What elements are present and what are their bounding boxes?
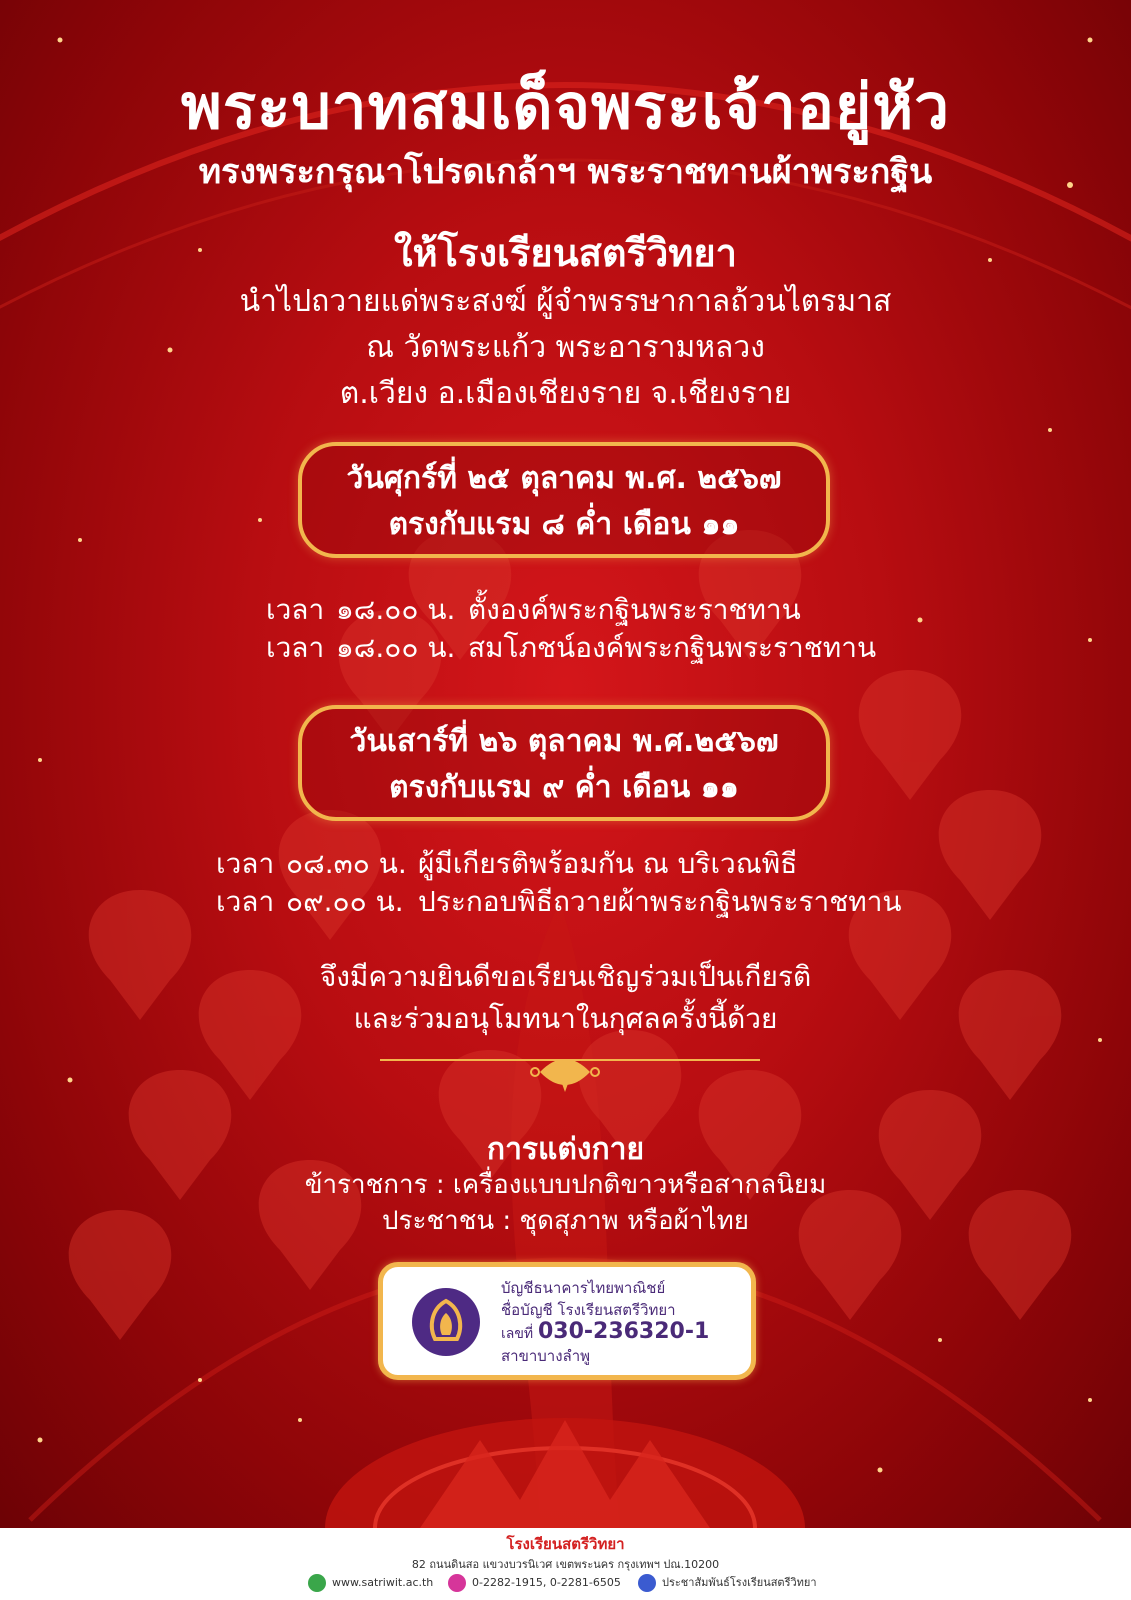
dress-code-public: ประชาชน : ชุดสุภาพ หรือผ้าไทย xyxy=(382,1206,749,1236)
facebook-text: ประชาสัมพันธ์โรงเรียนสตรีวิทยา xyxy=(662,1576,817,1589)
account-number-label: เลขที่ xyxy=(501,1326,534,1342)
schedule-time: ๑๘.๐๐ น. xyxy=(336,593,456,626)
headline-school: ให้โรงเรียนสตรีวิทยา xyxy=(394,231,737,275)
schedule-label: เวลา xyxy=(266,631,325,664)
schedule-time: ๐๙.๐๐ น. xyxy=(286,885,404,918)
dress-code-title: การแต่งกาย xyxy=(486,1132,645,1167)
schedule-time: ๐๘.๓๐ น. xyxy=(286,847,407,880)
date-box-day2 xyxy=(298,705,830,821)
invitation-line-1: จึงมีความยินดีขอเรียนเชิญร่วมเป็นเกียรติ xyxy=(319,960,812,993)
account-number: 030-236320-1 xyxy=(537,1319,710,1344)
phone-icon xyxy=(448,1574,466,1592)
bank-name: บัญชีธนาคารไทยพาณิชย์ xyxy=(501,1279,666,1297)
day2-date: วันเสาร์ที่ ๒๖ ตุลาคม พ.ศ.๒๕๖๗ xyxy=(349,724,779,759)
schedule-event: สมโภชน์องค์พระกฐินพระราชทาน xyxy=(468,631,877,664)
footer-school-name: โรงเรียนสตรีวิทยา xyxy=(506,1535,625,1553)
headline-royal-grace: ทรงพระกรุณาโปรดเกล้าฯ พระราชทานผ้าพระกฐิน xyxy=(198,152,933,192)
facebook-icon xyxy=(638,1574,656,1592)
account-number-row xyxy=(501,1321,709,1345)
headline-king: พระบาทสมเด็จพระเจ้าอยู่หัว xyxy=(180,70,951,143)
bank-branch: สาขาบางลำพู xyxy=(501,1347,591,1365)
bank-details xyxy=(501,1277,709,1367)
account-name: โรงเรียนสตรีวิทยา xyxy=(557,1301,676,1319)
schedule-label: เวลา xyxy=(266,593,325,626)
footer-website[interactable] xyxy=(308,1574,433,1592)
temple-name: ณ วัดพระแก้ว พระอารามหลวง xyxy=(366,330,765,365)
globe-icon xyxy=(308,1574,326,1592)
footer xyxy=(0,1528,1131,1600)
day1-lunar: ตรงกับแรม ๘ ค่ำ เดือน ๑๑ xyxy=(388,507,740,542)
dress-code-officials: ข้าราชการ : เครื่องแบบปกติขาวหรือสากลนิยม xyxy=(304,1170,827,1200)
schedule-label: เวลา xyxy=(216,847,275,880)
phone-text: 0-2282-1915, 0-2281-6505 xyxy=(472,1576,621,1589)
schedule-event: ประกอบพิธีถวายผ้าพระกฐินพระราชทาน xyxy=(418,885,902,918)
schedule-event: ตั้งองค์พระกฐินพระราชทาน xyxy=(468,593,801,626)
temple-location: ต.เวียง อ.เมืองเชียงราย จ.เชียงราย xyxy=(339,376,792,411)
invitation-line-2: และร่วมอนุโมทนาในกุศลครั้งนี้ด้วย xyxy=(353,1002,778,1035)
date-box-day1 xyxy=(298,442,830,558)
schedule-event: ผู้มีเกียรติพร้อมกัน ณ บริเวณพิธี xyxy=(418,847,798,880)
account-name-row xyxy=(501,1299,709,1321)
schedule-label: เวลา xyxy=(216,885,275,918)
bank-account-card xyxy=(378,1262,756,1380)
scb-logo-icon xyxy=(411,1287,481,1357)
account-name-label: ชื่อบัญชี xyxy=(501,1301,553,1319)
day2-lunar: ตรงกับแรม ๙ ค่ำ เดือน ๑๑ xyxy=(389,770,739,805)
website-text: www.satriwit.ac.th xyxy=(332,1576,434,1589)
schedule-row xyxy=(216,880,902,924)
footer-address: 82 ถนนดินสอ แขวงบวรนิเวศ เขตพระนคร กรุงเทพฯ ปณ.10200 xyxy=(411,1558,720,1571)
schedule-time: ๑๘.๐๐ น. xyxy=(336,631,456,664)
footer-phone[interactable] xyxy=(448,1574,621,1592)
schedule-row xyxy=(266,626,876,670)
day1-date: วันศุกร์ที่ ๒๕ ตุลาคม พ.ศ. ๒๕๖๗ xyxy=(346,461,782,496)
purpose-text: นำไปถวายแด่พระสงฆ์ ผู้จำพรรษากาลถ้วนไตรมาส xyxy=(239,284,892,319)
footer-facebook[interactable] xyxy=(638,1574,817,1592)
